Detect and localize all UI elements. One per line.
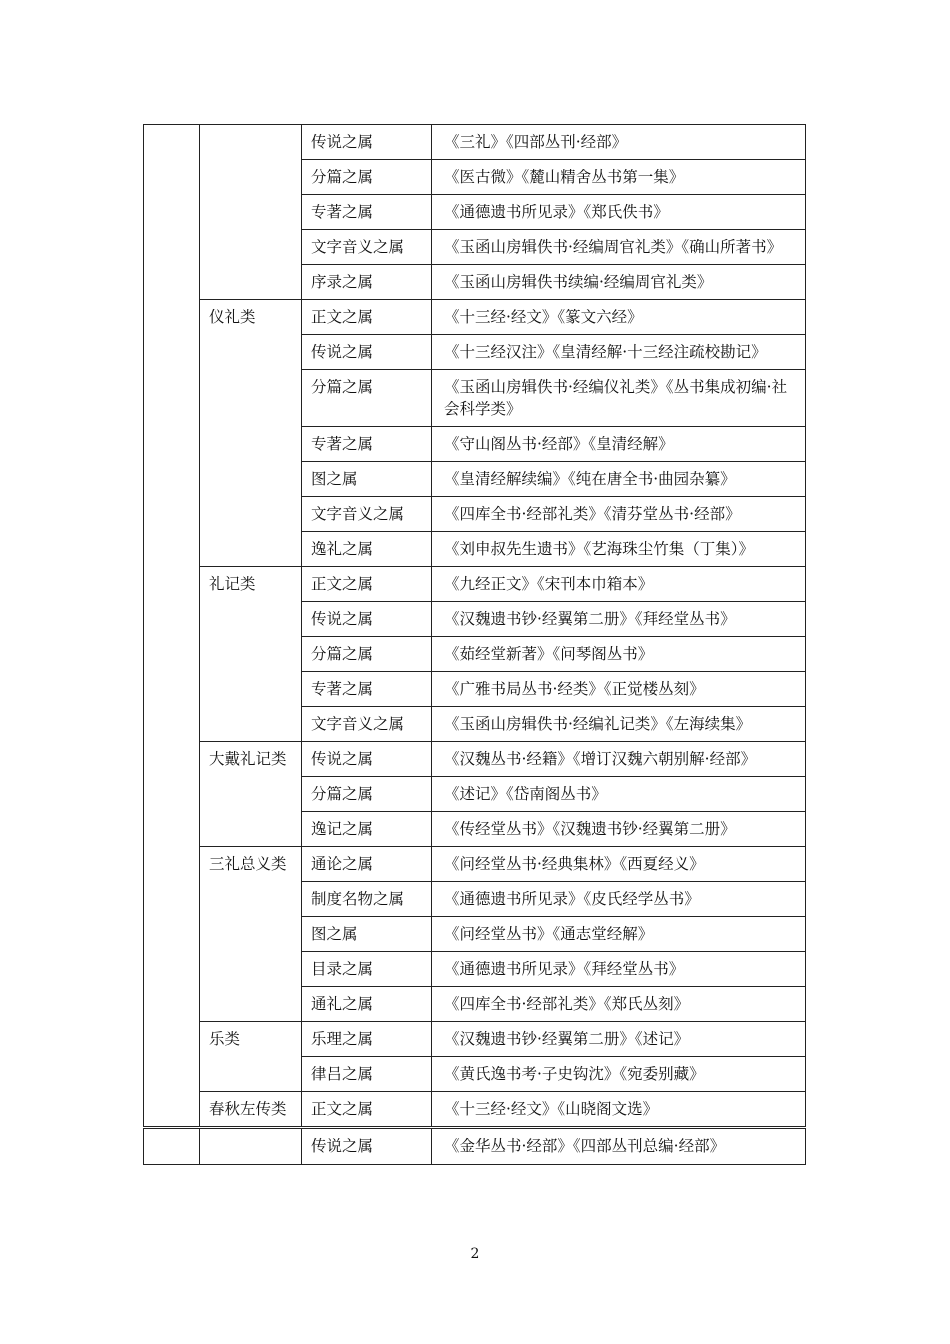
table-row bbox=[144, 847, 806, 882]
table-row bbox=[144, 125, 806, 160]
subcategory-cell: 律吕之属 bbox=[302, 1057, 432, 1092]
works-cell: 《玉函山房辑佚书·经编周官礼类》《确山所著书》 bbox=[432, 230, 806, 265]
table-row bbox=[144, 742, 806, 777]
subcategory-cell: 图之属 bbox=[302, 917, 432, 952]
category-cell bbox=[200, 1128, 302, 1165]
works-cell: 《三礼》《四部丛刊·经部》 bbox=[432, 125, 806, 160]
works-cell: 《玉函山房辑佚书·经编仪礼类》《丛书集成初编·社会科学类》 bbox=[432, 370, 806, 427]
subcategory-cell: 通礼之属 bbox=[302, 987, 432, 1022]
subcategory-cell: 传说之属 bbox=[302, 602, 432, 637]
subcategory-cell: 文字音义之属 bbox=[302, 230, 432, 265]
works-cell: 《四库全书·经部礼类》《清芬堂丛书·经部》 bbox=[432, 497, 806, 532]
subcategory-cell: 通论之属 bbox=[302, 847, 432, 882]
works-cell: 《通德遗书所见录》《皮氏经学丛书》 bbox=[432, 882, 806, 917]
works-cell: 《十三经·经文》《篆文六经》 bbox=[432, 300, 806, 335]
subcategory-cell: 正文之属 bbox=[302, 300, 432, 335]
works-cell: 《问经堂丛书》《通志堂经解》 bbox=[432, 917, 806, 952]
subcategory-cell: 专著之属 bbox=[302, 672, 432, 707]
subcategory-cell: 传说之属 bbox=[302, 1128, 432, 1165]
subcategory-cell: 乐理之属 bbox=[302, 1022, 432, 1057]
works-cell: 《汉魏遗书钞·经翼第二册》《拜经堂丛书》 bbox=[432, 602, 806, 637]
subcategory-cell: 传说之属 bbox=[302, 335, 432, 370]
works-cell: 《守山阁丛书·经部》《皇清经解》 bbox=[432, 427, 806, 462]
subcategory-cell: 专著之属 bbox=[302, 427, 432, 462]
table-row bbox=[144, 567, 806, 602]
category-cell: 仪礼类 bbox=[200, 300, 302, 567]
category-cell bbox=[200, 125, 302, 300]
table-row bbox=[144, 1128, 806, 1165]
page-number: 2 bbox=[470, 1246, 480, 1262]
works-cell: 《十三经·经文》《山晓阁文选》 bbox=[432, 1092, 806, 1128]
works-cell: 《玉函山房辑佚书·经编礼记类》《左海续集》 bbox=[432, 707, 806, 742]
subcategory-cell: 序录之属 bbox=[302, 265, 432, 300]
subcategory-cell: 分篇之属 bbox=[302, 160, 432, 195]
table-row bbox=[144, 300, 806, 335]
table-row bbox=[144, 1022, 806, 1057]
works-cell: 《茹经堂新著》《问琴阁丛书》 bbox=[432, 637, 806, 672]
works-cell: 《九经正文》《宋刊本巾箱本》 bbox=[432, 567, 806, 602]
works-cell: 《刘申叔先生遗书》《艺海珠尘竹集（丁集）》 bbox=[432, 532, 806, 567]
subcategory-cell: 文字音义之属 bbox=[302, 497, 432, 532]
subcategory-cell: 分篇之属 bbox=[302, 777, 432, 812]
category-cell: 三礼总义类 bbox=[200, 847, 302, 1022]
subcategory-cell: 传说之属 bbox=[302, 125, 432, 160]
category-cell: 礼记类 bbox=[200, 567, 302, 742]
works-cell: 《玉函山房辑佚书续编·经编周官礼类》 bbox=[432, 265, 806, 300]
subcategory-cell: 分篇之属 bbox=[302, 370, 432, 427]
works-cell: 《皇清经解续编》《纯在唐全书·曲园杂纂》 bbox=[432, 462, 806, 497]
category-cell: 乐类 bbox=[200, 1022, 302, 1092]
works-cell: 《医古微》《麓山精舍丛书第一集》 bbox=[432, 160, 806, 195]
classification-table bbox=[143, 124, 806, 1165]
works-cell: 《十三经汉注》《皇清经解·十三经注疏校勘记》 bbox=[432, 335, 806, 370]
works-cell: 《问经堂丛书·经典集林》《西夏经义》 bbox=[432, 847, 806, 882]
subcategory-cell: 制度名物之属 bbox=[302, 882, 432, 917]
works-cell: 《汉魏遗书钞·经翼第二册》《述记》 bbox=[432, 1022, 806, 1057]
subcategory-cell: 正文之属 bbox=[302, 567, 432, 602]
category-cell: 春秋左传类 bbox=[200, 1092, 302, 1128]
subcategory-cell: 文字音义之属 bbox=[302, 707, 432, 742]
subcategory-cell: 逸记之属 bbox=[302, 812, 432, 847]
subcategory-cell: 目录之属 bbox=[302, 952, 432, 987]
section-cell bbox=[144, 1128, 200, 1165]
works-cell: 《传经堂丛书》《汉魏遗书钞·经翼第二册》 bbox=[432, 812, 806, 847]
works-cell: 《四库全书·经部礼类》《郑氏丛刻》 bbox=[432, 987, 806, 1022]
section-cell bbox=[144, 125, 200, 1128]
works-cell: 《述记》《岱南阁丛书》 bbox=[432, 777, 806, 812]
category-cell: 大戴礼记类 bbox=[200, 742, 302, 847]
works-cell: 《广雅书局丛书·经类》《正觉楼丛刻》 bbox=[432, 672, 806, 707]
subcategory-cell: 专著之属 bbox=[302, 195, 432, 230]
subcategory-cell: 分篇之属 bbox=[302, 637, 432, 672]
subcategory-cell: 图之属 bbox=[302, 462, 432, 497]
works-cell: 《金华丛书·经部》《四部丛刊总编·经部》 bbox=[432, 1128, 806, 1165]
works-cell: 《汉魏丛书·经籍》《增订汉魏六朝别解·经部》 bbox=[432, 742, 806, 777]
works-cell: 《通德遗书所见录》《拜经堂丛书》 bbox=[432, 952, 806, 987]
subcategory-cell: 逸礼之属 bbox=[302, 532, 432, 567]
works-cell: 《通德遗书所见录》《郑氏佚书》 bbox=[432, 195, 806, 230]
table-row bbox=[144, 1092, 806, 1128]
subcategory-cell: 正文之属 bbox=[302, 1092, 432, 1128]
subcategory-cell: 传说之属 bbox=[302, 742, 432, 777]
works-cell: 《黄氏逸书考·子史钩沈》《宛委别藏》 bbox=[432, 1057, 806, 1092]
